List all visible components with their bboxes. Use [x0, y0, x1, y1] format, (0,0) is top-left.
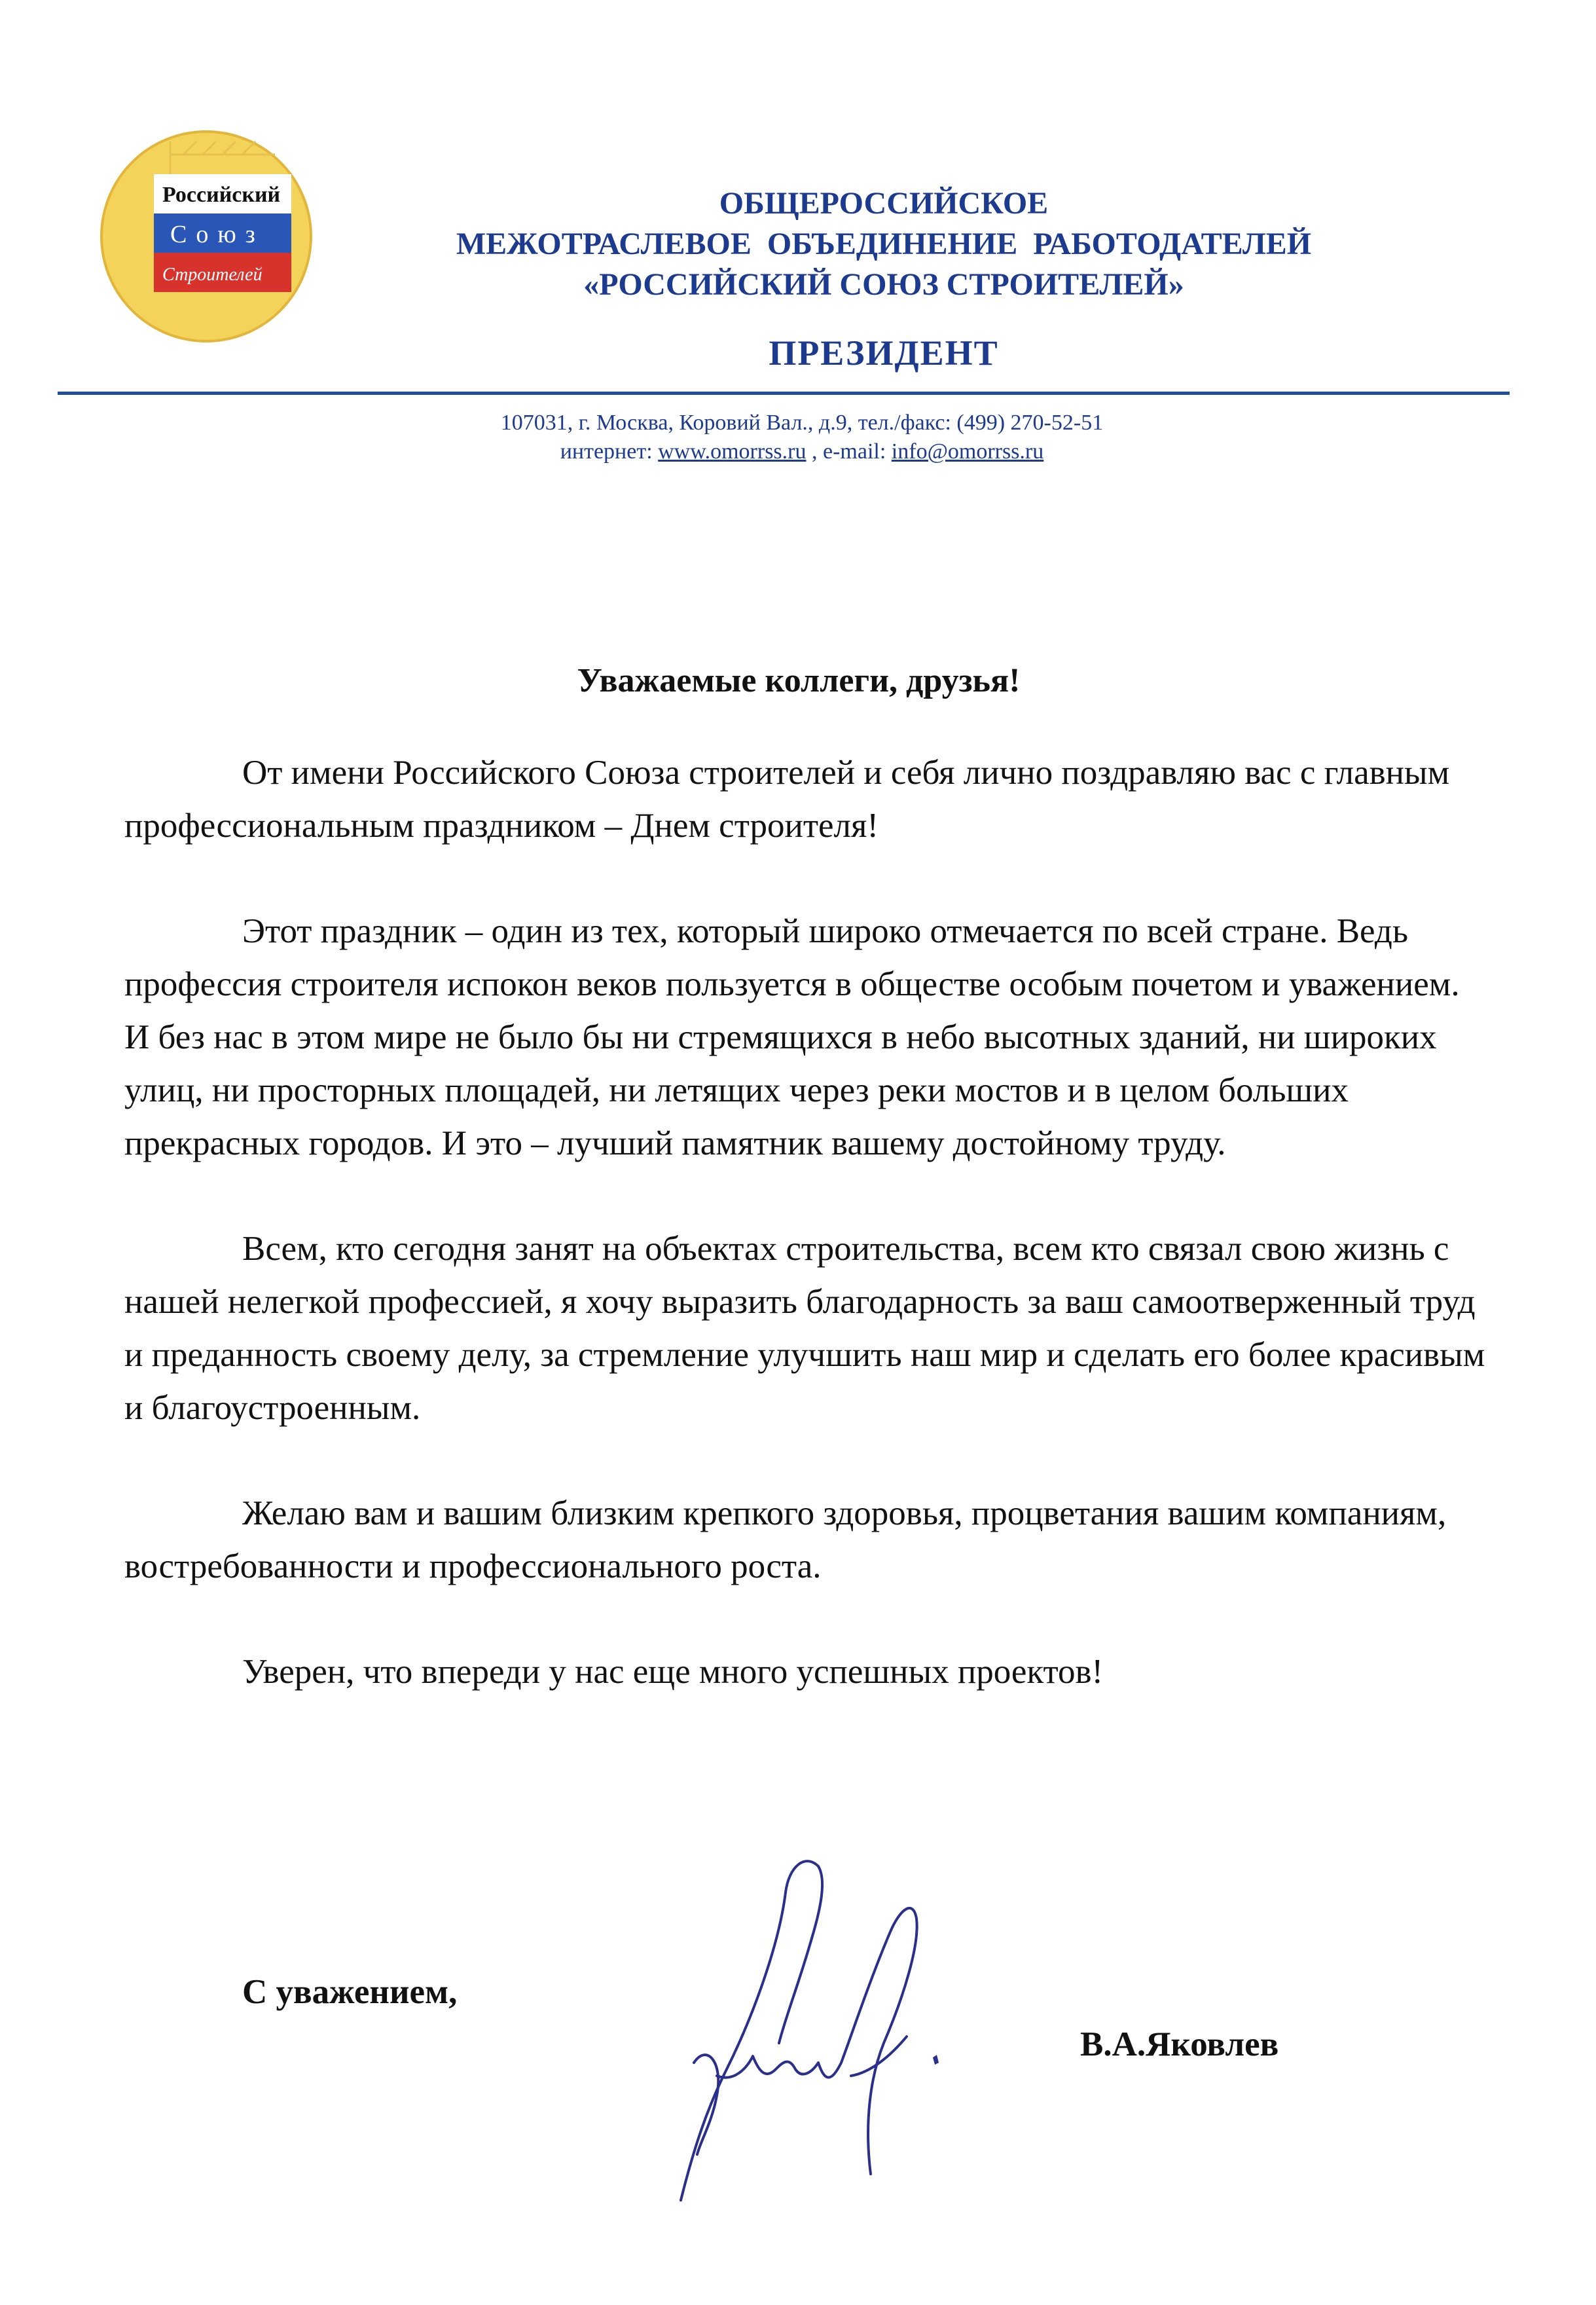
- email-label: , e-mail:: [812, 439, 886, 464]
- contacts-block: [196, 409, 1407, 466]
- signatory-name: В.А.Яковлев: [1080, 2025, 1279, 2063]
- handwritten-signature: [655, 1847, 995, 2213]
- org-name: [367, 183, 1401, 305]
- president-title: ПРЕЗИДЕНТ: [769, 333, 999, 373]
- paragraph-5: Уверен, что впереди у нас еще много успешных проектов!: [242, 1653, 1104, 1691]
- email-link[interactable]: info@omorrss.ru: [891, 439, 1044, 464]
- letter-body: [124, 747, 1493, 1699]
- logo-text-line1: Российский: [162, 183, 281, 207]
- paragraph-1: От имени Российского Союза строителей и себя лично поздравляю вас с главным профессиональным праздником – Днем строителя!: [124, 754, 1450, 845]
- org-name-line-2: МЕЖОТРАСЛЕВОЕ ОБЪЕДИНЕНИЕ РАБОТОДАТЕЛЕЙ: [456, 227, 1312, 261]
- closing-phrase: С уважением,: [242, 1973, 458, 2011]
- letter-greeting: Уважаемые коллеги, друзья!: [577, 662, 1021, 699]
- org-name-line-1: ОБЩЕРОССИЙСКОЕ: [719, 186, 1049, 221]
- org-name-line-3: «РОССИЙСКИЙ СОЮЗ СТРОИТЕЛЕЙ»: [583, 267, 1184, 302]
- logo-text-line3: Строителей: [162, 265, 263, 285]
- paragraph-2: Этот праздник – один из тех, который широко отмечается по всей стране. Ведь профессия строителя испокон веков пользуется в обществе особым почетом и уважением. И без нас в этом мире не было бы ни стремящихся в небо высотных зданий, ни широких улиц, ни просторных площадей, ни летящих через реки мостов и в целом больших прекрасных городов. И это – лучший памятник вашему достойному труду.: [124, 912, 1460, 1162]
- address-line: 107031, г. Москва, Коровий Вал., д.9, тел./факс: (499) 270-52-51: [500, 411, 1104, 435]
- internet-label: интернет:: [560, 439, 653, 464]
- header-divider: [58, 392, 1510, 395]
- paragraph-4: Желаю вам и вашим близким крепкого здоровья, процветания вашим компаниям, востребованности и профессионального роста.: [124, 1494, 1447, 1585]
- logo-text-line2: Союз: [170, 221, 264, 248]
- internet-line: [196, 437, 1407, 466]
- website-link[interactable]: www.omorrss.ru: [658, 439, 807, 464]
- org-logo: [98, 128, 314, 344]
- paragraph-3: Всем, кто сегодня занят на объектах строительства, всем кто связал свою жизнь с нашей нелегкой профессией, я хочу выразить благодарность за ваш самоотверженный труд и преданность своему делу, за стремление улучшить наш мир и сделать его более красивым и благоустроенным.: [124, 1230, 1485, 1427]
